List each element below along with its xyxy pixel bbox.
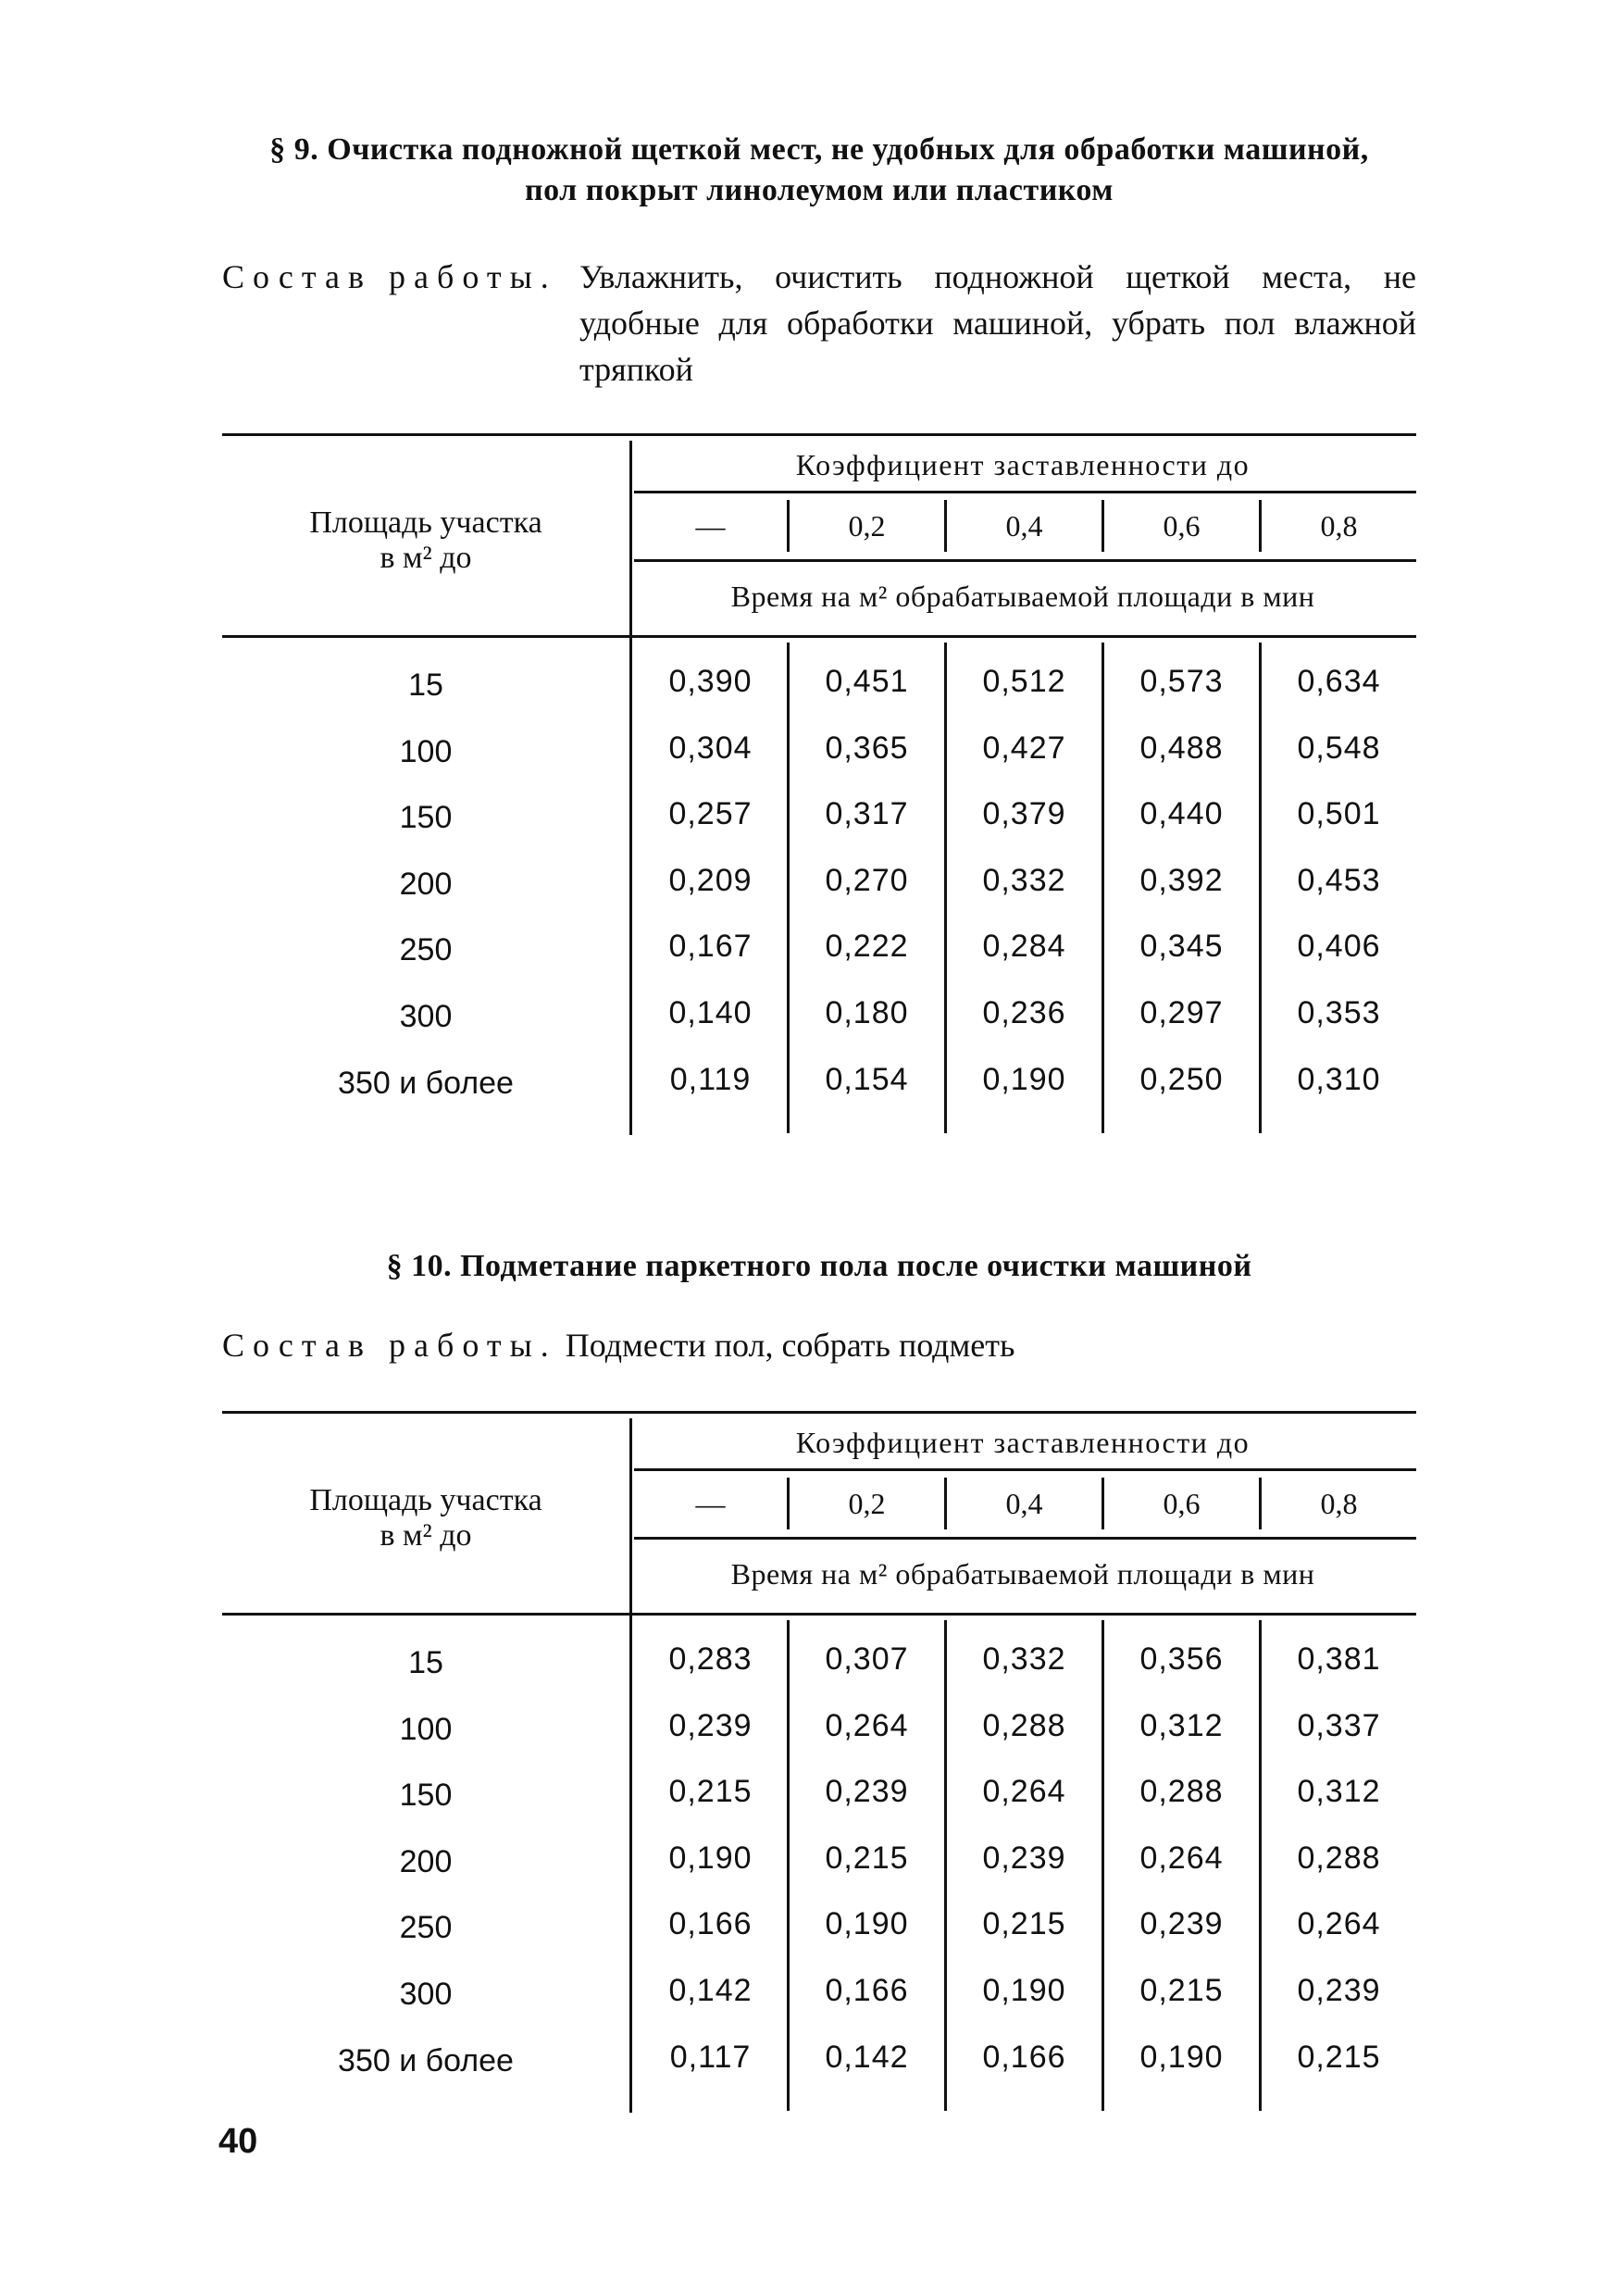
table-cell: 0,239 <box>668 1708 753 1743</box>
table-cell: 0,264 <box>1297 1906 1381 1941</box>
table-cell: 0,190 <box>825 1906 909 1941</box>
table-cell: 0,332 <box>982 1641 1066 1677</box>
table-cell: 0,257 <box>668 796 753 831</box>
table-cell: 0,317 <box>825 796 909 831</box>
coef-column-header: 0,4 <box>1005 509 1043 543</box>
table-cell: 0,239 <box>1297 1973 1381 2008</box>
table-cell: 0,451 <box>825 664 909 699</box>
colheader-rule <box>634 559 1416 562</box>
table-cell: 0,512 <box>982 664 1066 699</box>
coef-column-header: 0,6 <box>1163 509 1201 543</box>
coef-column-header: — <box>695 1487 726 1520</box>
table-cell: 0,488 <box>1139 730 1224 766</box>
table-cell: 0,215 <box>1297 2040 1381 2075</box>
row-area: 100 <box>399 734 453 769</box>
row-header <box>222 1483 629 1554</box>
section-10-composition-text: Подмести пол, собрать подметь <box>565 1327 1015 1364</box>
coef-column-header: — <box>695 509 726 543</box>
section-9-composition <box>222 254 1416 393</box>
row-area: 250 <box>399 1910 453 1945</box>
table-cell: 0,119 <box>669 1062 752 1097</box>
table-cell: 0,381 <box>1297 1641 1381 1677</box>
section-10-heading-line1: § 10. Подметание паркетного пола после очистки машиной <box>386 1249 1252 1283</box>
table-cell: 0,427 <box>982 730 1066 766</box>
stub-divider <box>629 1418 632 2113</box>
table-top-rule <box>222 433 1416 436</box>
table-cell: 0,332 <box>982 863 1066 898</box>
colheader-rule <box>634 1537 1416 1540</box>
row-header-line1: Площадь участка <box>309 1483 542 1517</box>
table-cell: 0,166 <box>982 2040 1066 2075</box>
coef-header-rule <box>634 491 1416 493</box>
table-cell: 0,365 <box>825 730 909 766</box>
table-cell: 0,337 <box>1297 1708 1381 1743</box>
table-cell: 0,304 <box>668 730 753 766</box>
table-cell: 0,264 <box>825 1708 909 1743</box>
table-top-rule <box>222 1411 1416 1414</box>
row-area: 200 <box>399 867 453 902</box>
coef-header: Коэффициент заставленности до <box>795 448 1251 481</box>
table-cell: 0,190 <box>982 1973 1066 2008</box>
table-cell: 0,190 <box>1139 2040 1224 2075</box>
coef-column-header: 0,4 <box>1005 1487 1043 1520</box>
table-cell: 0,154 <box>825 1062 909 1097</box>
table-cell: 0,222 <box>825 929 909 964</box>
table-cell: 0,215 <box>1139 1973 1224 2008</box>
table-cell: 0,215 <box>668 1774 753 1809</box>
table-cell: 0,117 <box>669 2040 752 2075</box>
table-cell: 0,288 <box>1297 1841 1381 1876</box>
row-area: 15 <box>408 668 443 703</box>
table-cell: 0,270 <box>825 863 909 898</box>
table-cell: 0,239 <box>1139 1906 1224 1941</box>
section-10-composition-label: Состав работы. <box>222 1327 557 1364</box>
header-bottom-rule <box>222 1613 1416 1616</box>
section-9-heading <box>222 130 1416 211</box>
section-9-composition-text: Увлажнить, очистить подножной щеткой места, не удобные для обработки машиной, убрать пол влажной тряпкой <box>579 258 1416 388</box>
section-9-heading-line1: § 9. Очистка подножной щеткой мест, не удобных для обработки машиной, <box>269 132 1369 167</box>
section-10-table <box>222 1411 1416 2115</box>
table-cell: 0,166 <box>825 1973 909 2008</box>
section-9-heading-line2: пол покрыт линолеумом или пластиком <box>525 173 1114 207</box>
coef-header-rule <box>634 1468 1416 1471</box>
table-cell: 0,310 <box>1297 1062 1381 1097</box>
table-cell: 0,312 <box>1139 1708 1224 1743</box>
row-header-line1: Площадь участка <box>309 505 542 540</box>
section-9-table <box>222 433 1416 1137</box>
table-cell: 0,440 <box>1139 796 1224 831</box>
table-cell: 0,215 <box>982 1906 1066 1941</box>
row-area: 150 <box>399 1778 453 1813</box>
table-cell: 0,548 <box>1297 730 1381 766</box>
table-cell: 0,406 <box>1297 929 1381 964</box>
row-area: 150 <box>399 800 453 835</box>
table-cell: 0,392 <box>1139 863 1224 898</box>
table-cell: 0,167 <box>668 929 753 964</box>
table-cell: 0,180 <box>825 995 909 1030</box>
table-cell: 0,453 <box>1297 863 1381 898</box>
row-header <box>222 505 629 576</box>
table-cell: 0,573 <box>1139 664 1224 699</box>
row-area: 300 <box>399 999 453 1034</box>
table-cell: 0,307 <box>825 1641 909 1677</box>
row-area: 350 и более <box>338 2043 514 2078</box>
table-cell: 0,501 <box>1297 796 1381 831</box>
row-header-line2: в м² до <box>380 541 472 575</box>
table-cell: 0,634 <box>1297 664 1381 699</box>
table-cell: 0,250 <box>1139 1062 1224 1097</box>
table-cell: 0,215 <box>825 1841 909 1876</box>
section-10-heading <box>222 1246 1416 1287</box>
coef-column-header: 0,8 <box>1320 1487 1358 1520</box>
row-area: 250 <box>399 932 453 967</box>
table-cell: 0,140 <box>668 995 753 1030</box>
table-cell: 0,283 <box>668 1641 753 1677</box>
table-cell: 0,345 <box>1139 929 1224 964</box>
row-area: 350 и более <box>338 1066 514 1101</box>
row-area: 300 <box>399 1977 453 2012</box>
coef-column-header: 0,2 <box>848 509 886 543</box>
coef-header: Коэффициент заставленности до <box>795 1426 1251 1459</box>
table-cell: 0,166 <box>668 1906 753 1941</box>
row-header-line2: в м² до <box>380 1518 472 1553</box>
time-header: Время на м² обрабатываемой площади в мин <box>730 1557 1315 1591</box>
coef-column-header: 0,6 <box>1163 1487 1201 1520</box>
coef-column-header: 0,8 <box>1320 509 1358 543</box>
table-cell: 0,379 <box>982 796 1066 831</box>
table-cell: 0,288 <box>1139 1774 1224 1809</box>
table-cell: 0,142 <box>825 2040 909 2075</box>
row-area: 200 <box>399 1844 453 1879</box>
coef-column-header: 0,2 <box>848 1487 886 1520</box>
page-number: 40 <box>218 2122 258 2161</box>
table-cell: 0,190 <box>668 1841 753 1876</box>
table-cell: 0,353 <box>1297 995 1381 1030</box>
stub-divider <box>629 441 632 1135</box>
header-bottom-rule <box>222 635 1416 638</box>
row-area: 15 <box>408 1645 443 1680</box>
table-cell: 0,142 <box>668 1973 753 2008</box>
table-cell: 0,190 <box>982 1062 1066 1097</box>
section-10-composition <box>222 1322 1416 1368</box>
table-cell: 0,264 <box>1139 1841 1224 1876</box>
table-cell: 0,239 <box>825 1774 909 1809</box>
table-cell: 0,390 <box>668 664 753 699</box>
table-cell: 0,356 <box>1139 1641 1224 1677</box>
table-cell: 0,312 <box>1297 1774 1381 1809</box>
table-cell: 0,236 <box>982 995 1066 1030</box>
time-header: Время на м² обрабатываемой площади в мин <box>730 580 1315 613</box>
table-cell: 0,288 <box>982 1708 1066 1743</box>
table-cell: 0,239 <box>982 1841 1066 1876</box>
row-area: 100 <box>399 1712 453 1747</box>
table-cell: 0,297 <box>1139 995 1224 1030</box>
section-9-composition-label: Состав работы. <box>222 258 557 295</box>
table-cell: 0,284 <box>982 929 1066 964</box>
table-cell: 0,264 <box>982 1774 1066 1809</box>
table-cell: 0,209 <box>668 863 753 898</box>
